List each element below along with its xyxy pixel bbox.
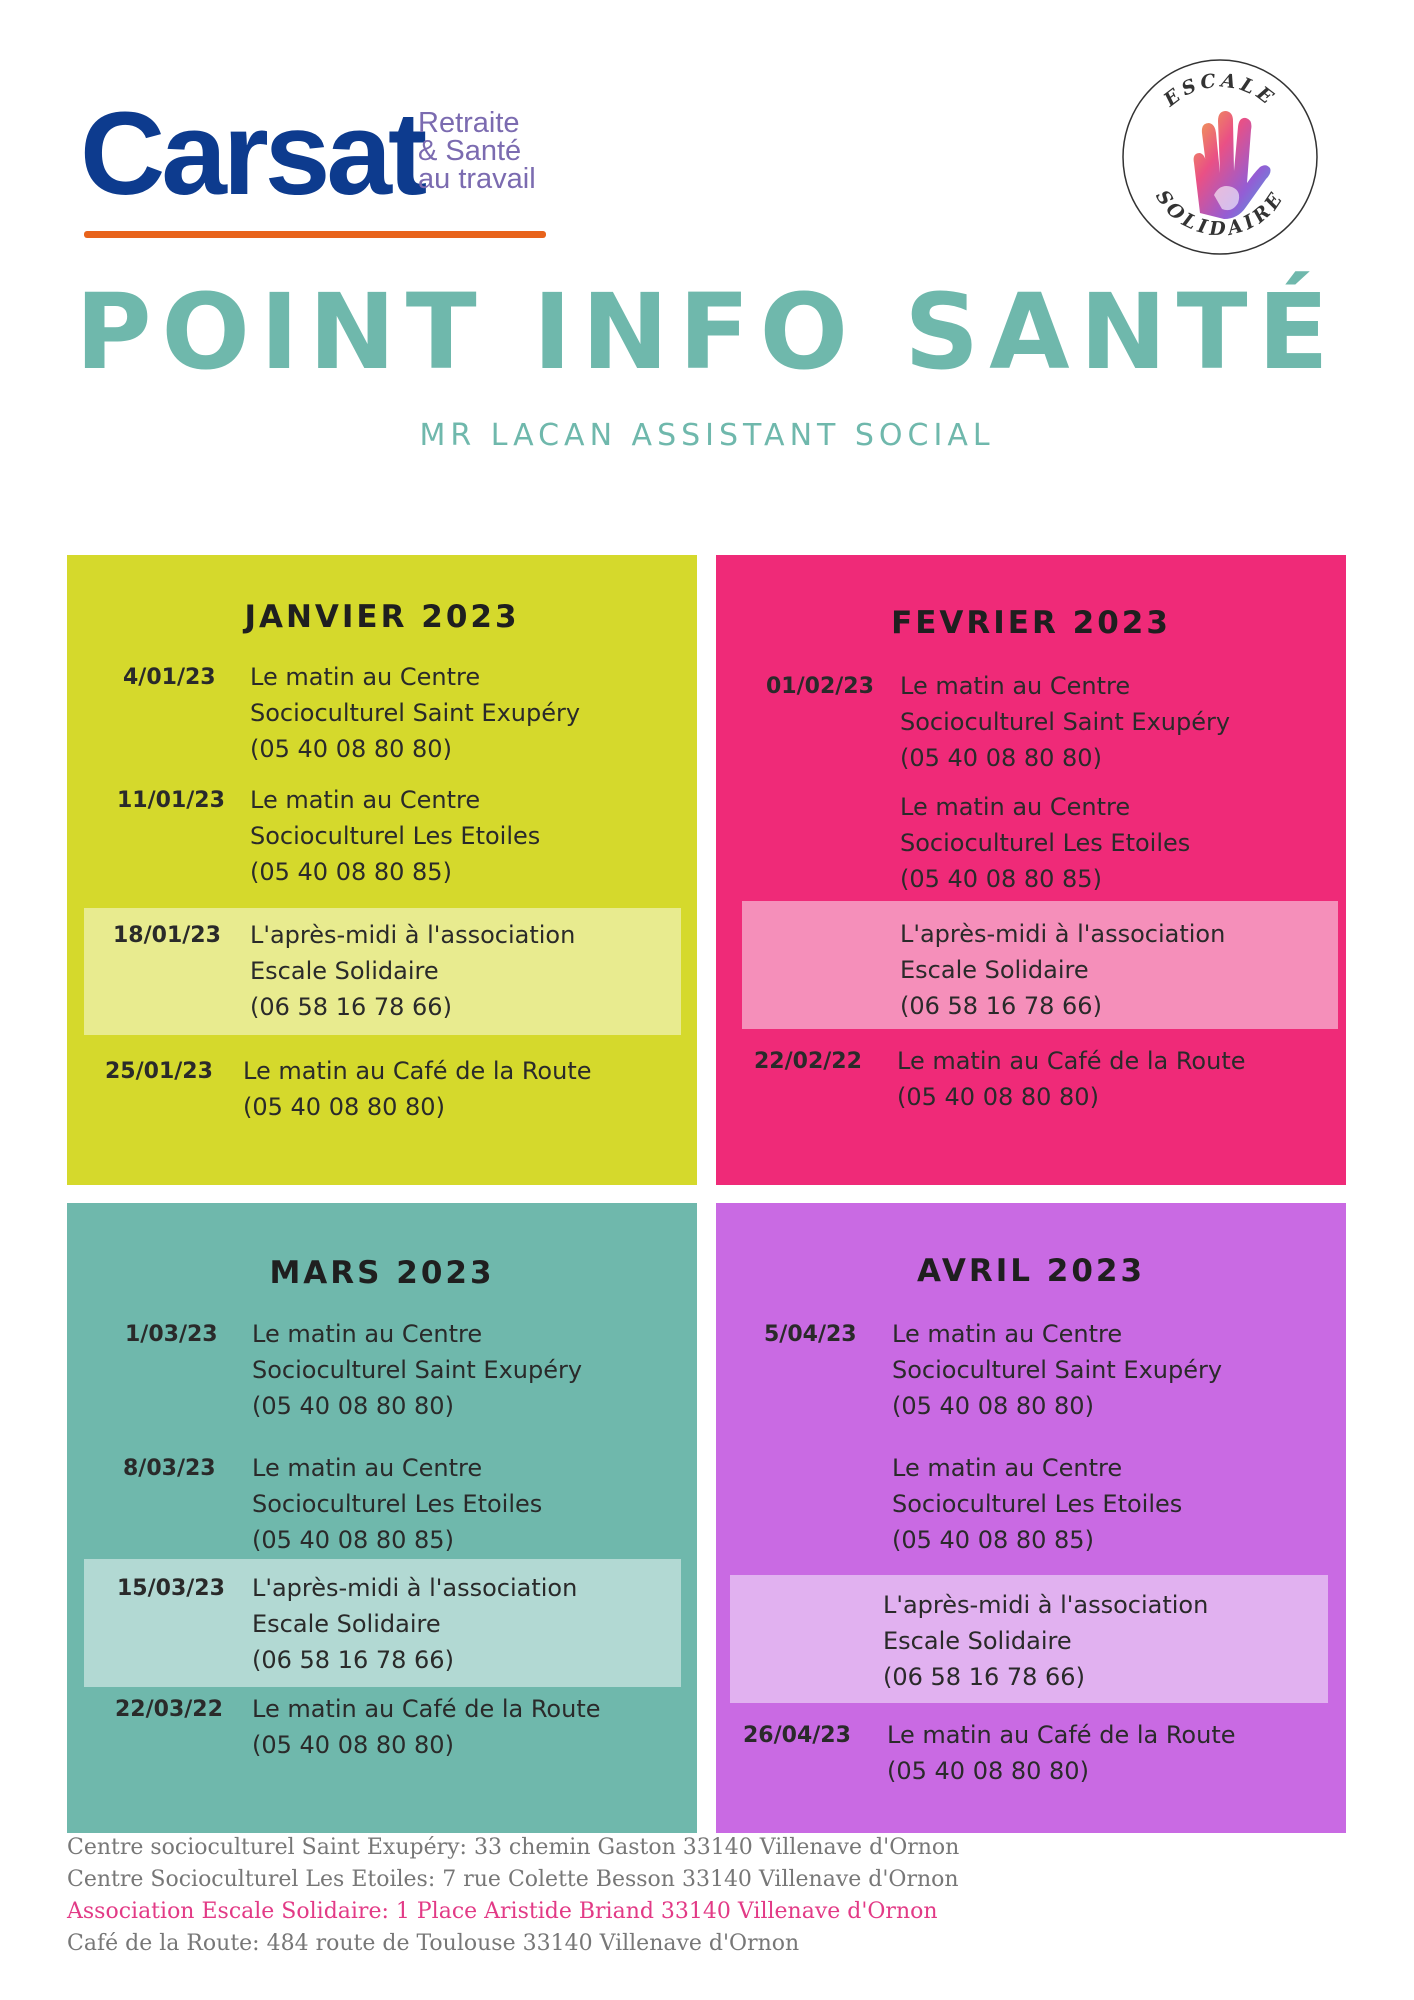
entry-line: (05 40 08 80 80) — [252, 1731, 454, 1759]
entry-description — [252, 1691, 601, 1763]
escale-solidaire-logo — [1118, 55, 1323, 260]
entry-date: 26/04/23 — [743, 1723, 851, 1748]
entry-line: (05 40 08 80 85) — [892, 1526, 1094, 1554]
entry-description — [900, 789, 1190, 897]
entry-line: Le matin au Centre — [900, 793, 1131, 821]
entry-description — [252, 1570, 577, 1678]
entry-date: 1/03/23 — [125, 1322, 218, 1347]
entry-date: 11/01/23 — [117, 788, 225, 813]
entry-line: L'après-midi à l'association — [883, 1591, 1209, 1619]
entry-line: Escale Solidaire — [252, 1610, 441, 1638]
address-line-highlighted: Association Escale Solidaire: 1 Place Aristide Briand 33140 Villenave d'Ornon — [67, 1899, 938, 1924]
entry-line: (06 58 16 78 66) — [883, 1663, 1085, 1691]
entry-line: Socioculturel Saint Exupéry — [892, 1356, 1223, 1384]
month-panel-fevrier — [716, 555, 1346, 1185]
entry-line: Le matin au Café de la Route — [252, 1695, 601, 1723]
address-line: Centre Socioculturel Les Etoiles: 7 rue Colette Besson 33140 Villenave d'Ornon — [67, 1867, 959, 1892]
escale-logo-top-text: ESCALE — [1159, 69, 1281, 112]
month-panel-mars — [67, 1203, 697, 1833]
entry-date: 8/03/23 — [123, 1456, 216, 1481]
schedule-entry-highlighted — [67, 917, 697, 1037]
address-line: Centre socioculturel Saint Exupéry: 33 chemin Gaston 33140 Villenave d'Ornon — [67, 1835, 960, 1860]
entry-line: (05 40 08 80 80) — [252, 1392, 454, 1420]
carsat-logo — [80, 88, 560, 245]
svg-text:ESCALE — [1159, 69, 1280, 111]
entry-description — [252, 1450, 542, 1558]
entry-date: 22/02/22 — [754, 1049, 862, 1074]
carsat-tagline-line-1: Retraite — [418, 107, 520, 139]
entry-description — [892, 1450, 1182, 1558]
entry-line: Le matin au Café de la Route — [887, 1721, 1236, 1749]
entry-date: 18/01/23 — [113, 923, 221, 948]
schedule-entry-highlighted — [716, 1587, 1346, 1707]
page-subtitle: MR LACAN ASSISTANT SOCIAL — [419, 418, 995, 453]
schedule-entry — [67, 1053, 697, 1173]
month-title: AVRIL 2023 — [916, 1253, 1146, 1289]
entry-line: Le matin au Café de la Route — [897, 1047, 1246, 1075]
entry-line: Le matin au Centre — [252, 1320, 483, 1348]
entry-line: Escale Solidaire — [883, 1627, 1072, 1655]
schedule-entry-highlighted — [716, 916, 1346, 1036]
entry-line: (05 40 08 80 80) — [250, 735, 452, 763]
entry-date: 01/02/23 — [766, 674, 874, 699]
entry-line: Le matin au Centre — [250, 663, 481, 691]
entry-line: (05 40 08 80 80) — [897, 1083, 1099, 1111]
address-line: Café de la Route: 484 route de Toulouse 33140 Villenave d'Ornon — [67, 1931, 800, 1956]
entry-description — [250, 782, 540, 890]
schedule-entry — [716, 1717, 1346, 1837]
entry-line: (05 40 08 80 80) — [892, 1392, 1094, 1420]
address-footer — [67, 1832, 959, 1960]
entry-line: Escale Solidaire — [250, 957, 439, 985]
month-title: MARS 2023 — [269, 1255, 495, 1291]
schedule-entry — [67, 1691, 697, 1811]
entry-date: 25/01/23 — [105, 1059, 213, 1084]
entry-line: (06 58 16 78 66) — [900, 992, 1102, 1020]
entry-line: Le matin au Centre — [252, 1454, 483, 1482]
schedule-entry — [716, 789, 1346, 909]
entry-description — [887, 1717, 1236, 1789]
carsat-underline — [84, 231, 546, 238]
entry-line: Socioculturel Les Etoiles — [900, 829, 1191, 857]
schedule-entry — [67, 659, 697, 779]
entry-line: (05 40 08 80 80) — [900, 744, 1102, 772]
entry-line: Le matin au Centre — [250, 786, 481, 814]
entry-line: Socioculturel Les Etoiles — [892, 1490, 1183, 1518]
entry-line: Socioculturel Les Etoiles — [250, 822, 541, 850]
carsat-tagline-line-2: & Santé — [418, 135, 522, 167]
escale-logo-bottom-text: SOLIDAIRE — [1151, 186, 1289, 241]
entry-description — [897, 1043, 1246, 1115]
entry-description — [900, 668, 1230, 776]
entry-line: (05 40 08 80 85) — [250, 858, 452, 886]
schedule-entry — [716, 668, 1346, 788]
entry-line: (06 58 16 78 66) — [250, 993, 452, 1021]
entry-line: Escale Solidaire — [900, 956, 1089, 984]
entry-line: (05 40 08 80 85) — [252, 1526, 454, 1554]
entry-line: Socioculturel Saint Exupéry — [250, 699, 581, 727]
carsat-tagline — [418, 109, 536, 193]
entry-description — [250, 659, 580, 767]
entry-description — [883, 1587, 1208, 1695]
schedule-entry — [67, 1316, 697, 1436]
month-panel-janvier — [67, 555, 697, 1185]
month-title: JANVIER 2023 — [244, 599, 520, 635]
month-panel-avril — [716, 1203, 1346, 1833]
schedule-entry-highlighted — [67, 1570, 697, 1690]
entry-line: Le matin au Centre — [892, 1454, 1123, 1482]
entry-date: 5/04/23 — [764, 1322, 857, 1347]
entry-date: 15/03/23 — [117, 1576, 225, 1601]
schedule-entry — [716, 1450, 1346, 1570]
entry-line: L'après-midi à l'association — [900, 920, 1226, 948]
entry-line: Le matin au Centre — [892, 1320, 1123, 1348]
schedule-entry — [716, 1043, 1346, 1163]
carsat-wordmark: Carsat — [80, 88, 424, 220]
entry-line: (06 58 16 78 66) — [252, 1646, 454, 1674]
entry-description — [243, 1053, 592, 1125]
entry-line: L'après-midi à l'association — [250, 921, 576, 949]
entry-line: (05 40 08 80 85) — [900, 865, 1102, 893]
schedule-entry — [67, 1450, 697, 1570]
entry-line: L'après-midi à l'association — [252, 1574, 578, 1602]
entry-description — [252, 1316, 582, 1424]
entry-description — [900, 916, 1225, 1024]
entry-line: Le matin au Café de la Route — [243, 1057, 592, 1085]
entry-line: Socioculturel Les Etoiles — [252, 1490, 543, 1518]
entry-description — [892, 1316, 1222, 1424]
month-title: FEVRIER 2023 — [891, 605, 1171, 641]
page-title: POINT INFO SANTÉ — [75, 271, 1339, 393]
entry-line: Socioculturel Saint Exupéry — [252, 1356, 583, 1384]
entry-line: (05 40 08 80 80) — [243, 1093, 445, 1121]
carsat-tagline-line-3: au travail — [418, 163, 536, 195]
schedule-entry — [67, 782, 697, 902]
entry-description — [250, 917, 575, 1025]
entry-line: Le matin au Centre — [900, 672, 1131, 700]
entry-line: (05 40 08 80 80) — [887, 1757, 1089, 1785]
entry-date: 22/03/22 — [115, 1697, 223, 1722]
entry-line: Socioculturel Saint Exupéry — [900, 708, 1231, 736]
entry-date: 4/01/23 — [123, 665, 216, 690]
schedule-entry — [716, 1316, 1346, 1436]
